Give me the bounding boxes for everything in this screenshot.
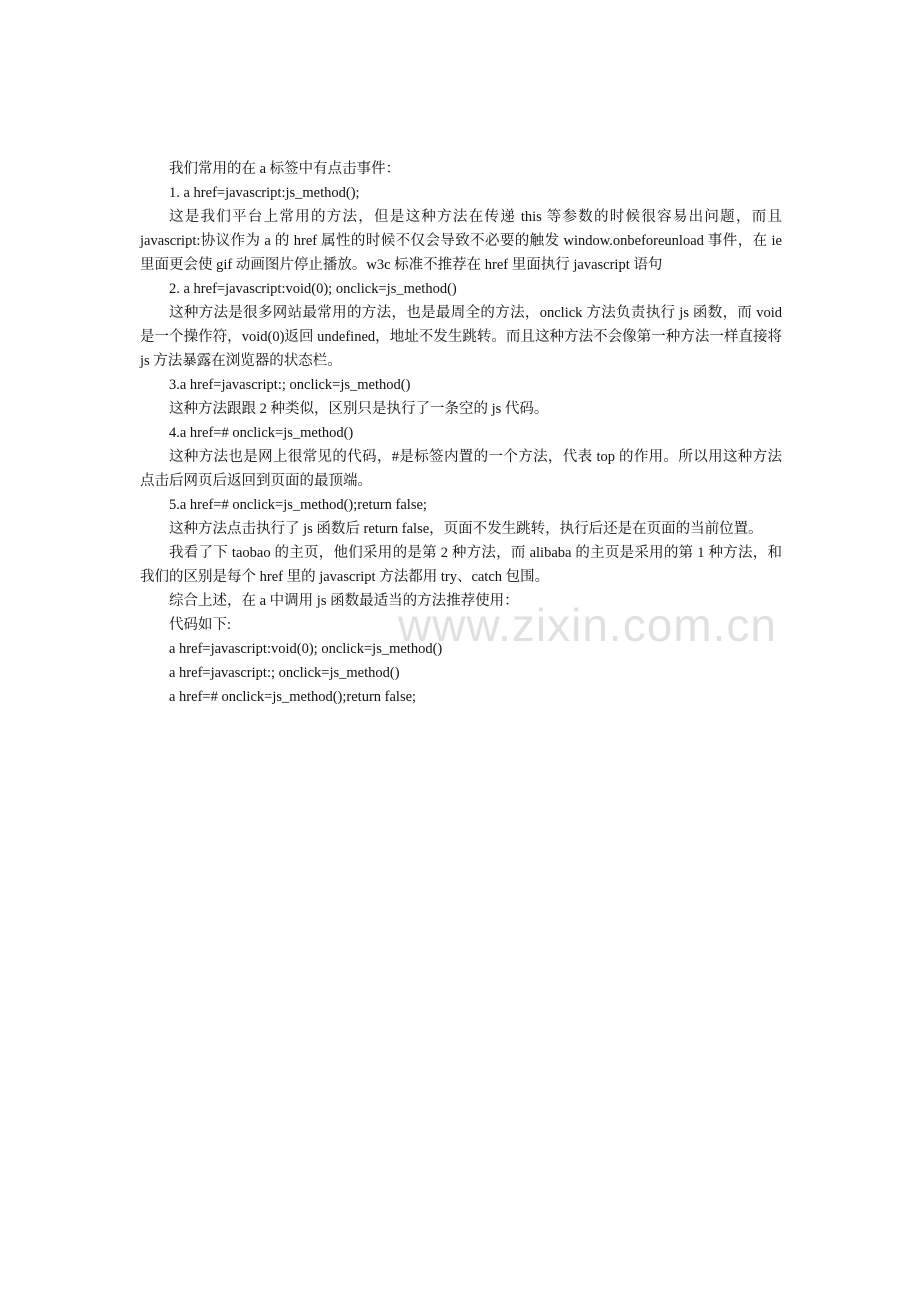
- method-1-description: 这是我们平台上常用的方法，但是这种方法在传递 this 等参数的时候很容易出问题，而且 javascript:协议作为 a 的 href 属性的时候不仅会导致不必要的触发 window.onbeforeunload 事件，在 ie 里面更会使 gif 动画图片停止播放。w3c 标准不推荐在 href 里面执行 javascript 语句: [140, 209, 782, 273]
- code-line-3: a href=# onclick=js_method();return false;: [169, 689, 417, 705]
- paragraph-intro: 我们常用的在 a 标签中有点击事件：: [169, 161, 401, 177]
- summary-paragraph: 综合上述，在 a 中调用 js 函数最适当的方法推荐使用：: [169, 593, 519, 609]
- method-3-description: 这种方法跟跟 2 种类似，区别只是执行了一条空的 js 代码。: [169, 401, 549, 417]
- method-5-heading: 5.a href=# onclick=js_method();return false;: [169, 497, 427, 513]
- comparison-paragraph: 我看了下 taobao 的主页，他们采用的是第 2 种方法，而 alibaba 的主页是采用的第 1 种方法，和我们的区别是每个 href 里的 javascript 方法都用 try、catch 包围。: [140, 545, 782, 585]
- watermark: www.zixin.com.cn: [398, 599, 777, 651]
- method-4-description: 这种方法也是网上很常见的代码，#是标签内置的一个方法，代表 top 的作用。所以用这种方法点击后网页后返回到页面的最顶端。: [140, 449, 782, 489]
- method-1-heading: 1. a href=javascript:js_method();: [169, 185, 360, 201]
- code-label: 代码如下:: [169, 617, 232, 633]
- method-5-description: 这种方法点击执行了 js 函数后 return false，页面不发生跳转，执行后还是在页面的当前位置。: [169, 521, 763, 537]
- code-line-2: a href=javascript:; onclick=js_method(): [169, 665, 400, 681]
- method-4-heading: 4.a href=# onclick=js_method(): [169, 425, 354, 441]
- document-body: [140, 157, 782, 709]
- method-3-heading: 3.a href=javascript:; onclick=js_method(): [169, 377, 411, 393]
- code-line-1: a href=javascript:void(0); onclick=js_method(): [169, 641, 443, 657]
- method-2-description: 这种方法是很多网站最常用的方法，也是最周全的方法，onclick 方法负责执行 js 函数，而 void 是一个操作符，void(0)返回 undefined，地址不发生跳转。而且这种方法不会像第一种方法一样直接将 js 方法暴露在浏览器的状态栏。: [140, 305, 782, 369]
- method-2-heading: 2. a href=javascript:void(0); onclick=js_method(): [169, 281, 457, 297]
